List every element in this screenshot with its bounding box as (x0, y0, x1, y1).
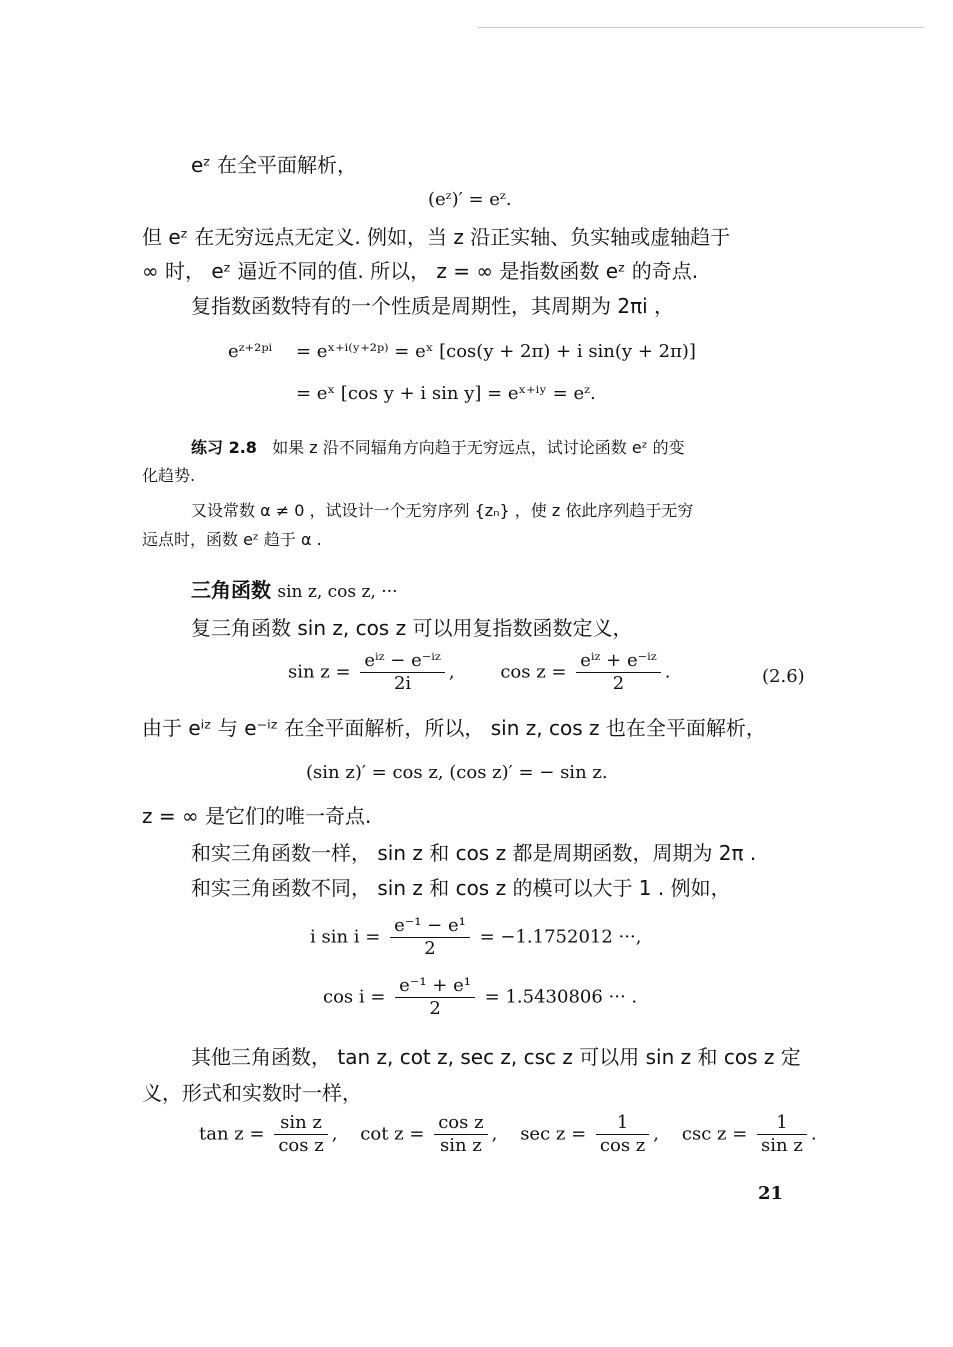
tan-denominator: cos z (278, 1135, 324, 1156)
exercise-text: 又设常数 α ≠ 0 ，试设计一个无穷序列 {zₙ} ，使 z 依此序列趋于无穷 (191, 501, 694, 520)
equation-exp-derivative: (eᶻ)′ = eᶻ. (428, 189, 512, 210)
equation-other-trig: tan z = $\frac{\text{sin z}}{\text{cos z}}$ , cot z = $\frac{\text{cos z}}{\text{sin z}}$ , sec z = $\frac{1}{\text{cos z}}$ , csc z = $\frac{1}{\text{sin z}}$ . (199, 1112, 817, 1156)
exercise-text: 远点时，函数 eᶻ 趋于 α . (142, 530, 322, 549)
csc-fraction (757, 1112, 807, 1157)
csc-denominator: sin z (761, 1135, 803, 1156)
paragraph: 和实三角函数一样， sin z 和 cos z 都是周期函数，周期为 2π . (191, 841, 757, 865)
paragraph: 但 eᶻ 在无穷远点无定义. 例如，当 z 沿正实轴、负实轴或虚轴趋于 (142, 225, 731, 249)
cosi-lhs: cos i = (323, 986, 386, 1008)
isini-fraction (390, 915, 470, 960)
paragraph: 义，形式和实数时一样， (142, 1081, 362, 1105)
paragraph: 复三角函数 sin z, cos z 可以用复指数函数定义， (191, 616, 633, 640)
cot-numerator: cos z (434, 1112, 487, 1135)
exercise-text: 化趋势. (142, 466, 196, 485)
sin-numerator: eⁱᶻ − e⁻ⁱᶻ (360, 650, 444, 673)
paragraph: z = ∞ 是它们的唯一奇点. (142, 804, 372, 828)
cot-lhs: cot z = (360, 1123, 425, 1145)
csc-numerator: 1 (757, 1112, 807, 1135)
tan-fraction (274, 1112, 327, 1157)
cosi-value: = 1.5430806 ··· . (484, 986, 638, 1008)
cos-fraction (576, 650, 660, 695)
paragraph: ∞ 时， eᶻ 逼近不同的值. 所以， z = ∞ 是指数函数 eᶻ 的奇点. (142, 259, 699, 283)
isini-numerator: e⁻¹ − e¹ (390, 915, 470, 938)
sin-fraction (360, 650, 444, 695)
paragraph: 其他三角函数， tan z, cot z, sec z, csc z 可以用 sin z 和 cos z 定 (191, 1045, 801, 1069)
sec-numerator: 1 (596, 1112, 649, 1135)
equation-number: (2.6) (762, 666, 805, 687)
section-heading (191, 578, 398, 604)
cot-denominator: sin z (439, 1135, 482, 1156)
exercise-text: 如果 z 沿不同辐角方向趋于无穷远点，试讨论函数 eᶻ 的变 (272, 438, 685, 457)
sec-lhs: sec z = (520, 1123, 587, 1145)
equation-trig-derivative: (sin z)′ = cos z, (cos z)′ = − sin z. (306, 762, 608, 783)
cosi-denominator: 2 (429, 998, 441, 1019)
equation-sin-cos-definition: sin z = $\frac{\text{eⁱᶻ − e⁻ⁱᶻ}}{2i}$ , cos z = $\frac{\text{eⁱᶻ + e⁻ⁱᶻ}}{2}$ . (288, 650, 671, 694)
paragraph: 复指数函数特有的一个性质是周期性，其周期为 2πi ， (191, 294, 675, 318)
equation-cosi (323, 975, 637, 1020)
cos-denominator: 2 (612, 673, 625, 694)
exercise-title: 练习 2.8 (191, 438, 257, 457)
csc-lhs: csc z = (681, 1123, 748, 1145)
isini-denominator: 2 (424, 938, 436, 959)
cos-numerator: eⁱᶻ + e⁻ⁱᶻ (576, 650, 660, 673)
paragraph: 由于 eⁱᶻ 与 e⁻ⁱᶻ 在全平面解析，所以， sin z, cos z 也在全平面解析， (142, 716, 766, 740)
sin-lhs: sin z = (288, 661, 351, 683)
cot-fraction (434, 1112, 487, 1157)
equation-period-line2: = eˣ [cos y + i sin y] = eˣ⁺ⁱʸ = eᶻ. (296, 383, 596, 404)
paragraph: 和实三角函数不同， sin z 和 cos z 的模可以大于 1 . 例如， (191, 876, 731, 900)
section-title-tail: sin z, cos z, ··· (277, 582, 398, 602)
cos-lhs: cos z = (500, 661, 567, 683)
cosi-fraction (395, 975, 475, 1020)
sec-denominator: cos z (599, 1135, 646, 1156)
equation-period-lhs: eᶻ⁺²ᵖⁱ (228, 341, 273, 362)
page-number: 21 (758, 1183, 784, 1204)
tan-lhs: tan z = (199, 1123, 265, 1145)
sin-denominator: 2i (393, 673, 412, 694)
tan-numerator: sin z (274, 1112, 327, 1135)
isini-value: = −1.1752012 ···, (479, 926, 642, 948)
section-title: 三角函数 (191, 578, 271, 602)
header-rule (478, 27, 924, 28)
sec-fraction (596, 1112, 649, 1157)
exercise-block (191, 437, 685, 459)
equation-isini (310, 915, 641, 960)
equation-period-line1: = eˣ⁺ⁱ⁽ʸ⁺²ᵖ⁾ = eˣ [cos(y + 2π) + i sin(y + 2π)] (296, 341, 696, 362)
paragraph: eᶻ 在全平面解析， (191, 153, 357, 177)
cosi-numerator: e⁻¹ + e¹ (395, 975, 475, 998)
isini-lhs: i sin i = (310, 926, 381, 948)
